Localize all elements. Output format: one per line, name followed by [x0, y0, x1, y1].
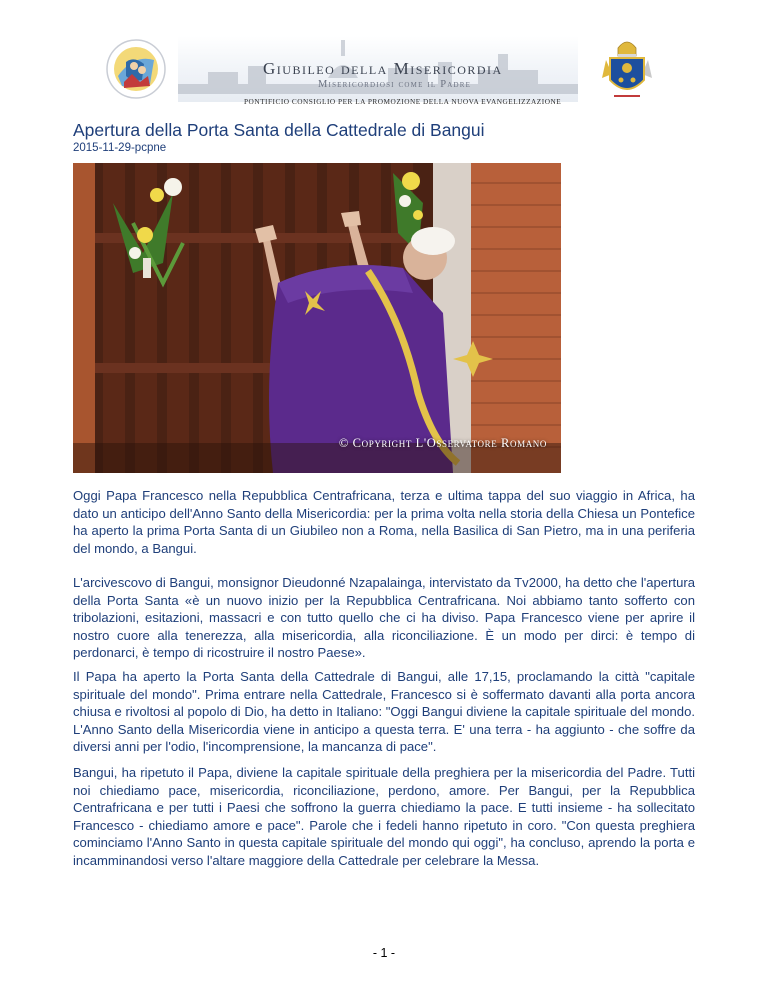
article-paragraph: Bangui, ha ripetuto il Papa, diviene la capitale spirituale della preghiera per la misericordia del Padre. Tutti noi chiediamo pace, misericordia, riconciliazione, perdono, amore. Per Bangui, per la Repubblica Centrafricana e per tutti i Paesi che soffrono la guerra chiediamo la pace. E tutti insieme - ha sollecitato Francesco - chiediamo amore e pace". Parole che i fedeli hanno ripetuto in coro. "Con questa preghiera cominciamo l'Anno Santo in questa capitale spirituale del mondo qui oggi", ha concluso, aprendo la porta e incamminandosi verso l'altare maggiore della Cattedrale per celebrare la Messa.	[73, 765, 695, 868]
photo-copyright: © Copyright L'Osservatore Romano	[338, 436, 547, 450]
jubilee-banner	[0, 0, 768, 112]
pope-opening-holy-door-illustration	[73, 163, 561, 473]
jubilee-logo	[104, 36, 168, 106]
article-paragraph: Il Papa ha aperto la Porta Santa della Cattedrale di Bangui, alle 17,15, proclamando la città "capitale spirituale del mondo". Prima entrare nella Cattedrale, Francesco si è soffermato davanti alla porta ancora chiusa e rivoltosi al popolo di Dio, ha detto in Italiano: "Oggi Bangui diviene la capitale spirituale del mondo. L'Anno Santo della Misericordia viene in anticipo a questa terra. E' una terra - ha aggiunto - che soffre da diversi anni per l'odio, l'incomprensione, la mancanza di pace".	[73, 669, 695, 754]
jubilee-motto: Misericordiosi come il Padre	[318, 79, 472, 90]
page-number: - 1 -	[372, 946, 396, 960]
jubilee-title: Giubileo della Misericordia	[263, 59, 503, 78]
papal-coat-of-arms	[596, 38, 658, 104]
article-title: Apertura della Porta Santa della Cattedrale di Bangui	[73, 120, 485, 140]
article-paragraph: L'arcivescovo di Bangui, monsignor Dieudonné Nzapalainga, intervistato da Tv2000, ha detto che l'apertura della Porta Santa «è un nuovo inizio per la Repubblica Centrafricana. Noi abbiamo tanto sofferto con tribolazioni, esitazioni, massacri e con tutto quello che ci ha diviso. Papa Francesco viene per aprire il nostro cuore alla tenerezza, alla misericordia, alla riconciliazione. È un modo per dirci: è tempo di perdonarci, è tempo di ricostruire il nostro Paese».	[73, 575, 696, 660]
article-photo	[73, 163, 561, 473]
article-paragraph: Oggi Papa Francesco nella Repubblica Centrafricana, terza e ultima tappa del suo viaggio in Africa, ha dato un anticipo dell'Anno Santo della Misericordia: per la prima volta nella storia della Chiesa un Pontefice ha aperto la prima Porta Santa di un Giubileo non a Roma, nella Basilica di San Pietro, ma in una periferia del mondo, a Bangui.	[73, 488, 695, 556]
article-date: 2015-11-29-pcpne	[73, 142, 167, 154]
council-name: PONTIFICIO CONSIGLIO PER LA PROMOZIONE DELLA NUOVA EVANGELIZZAZIONE	[244, 97, 562, 106]
